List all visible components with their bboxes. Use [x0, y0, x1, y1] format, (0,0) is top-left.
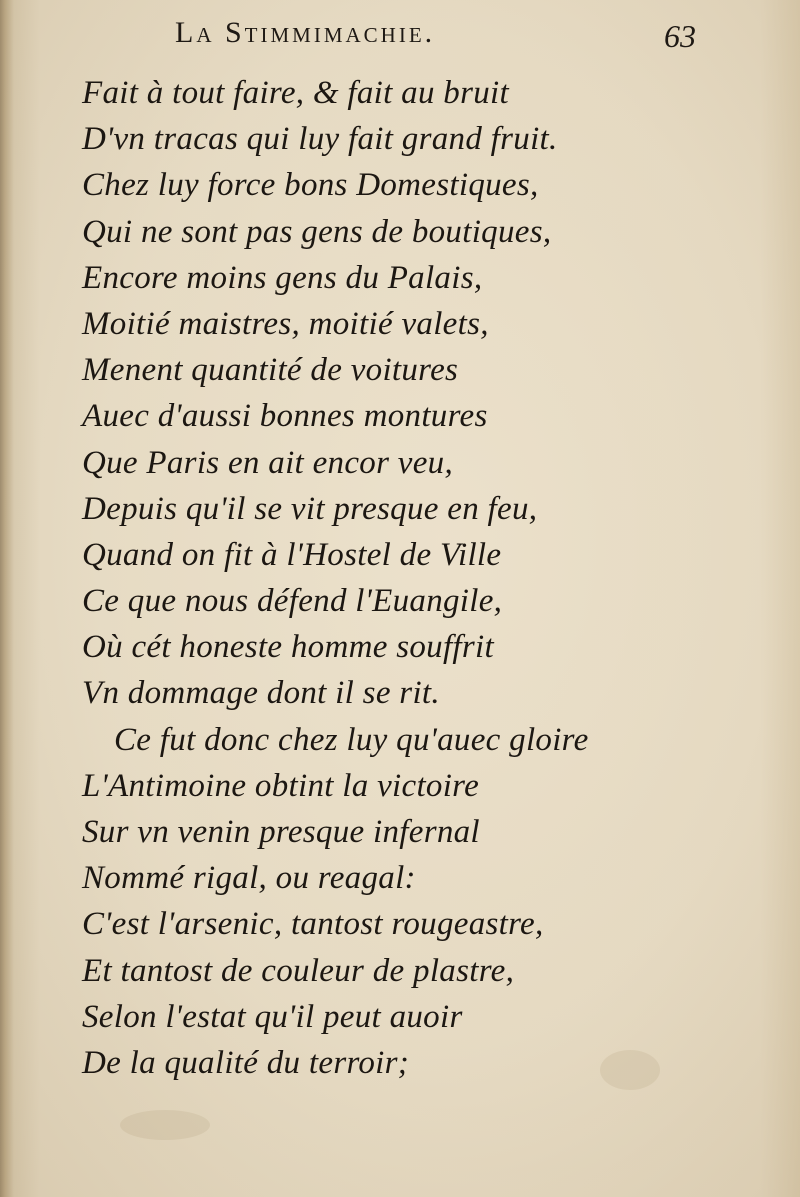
poem-line: Ce que nous défend l'Euangile,	[82, 583, 503, 620]
poem-line: Nommé rigal, ou reagal:	[82, 860, 416, 897]
poem-line: L'Antimoine obtint la victoire	[82, 767, 480, 804]
poem-line: Que Paris en ait encor veu,	[82, 444, 454, 481]
poem-line: Chez luy force bons Domestiques,	[82, 167, 539, 204]
poem-line: Fait à tout faire, & fait au bruit	[82, 75, 509, 111]
running-head: La Stimmimachie.	[175, 16, 436, 49]
poem-line: D'vn tracas qui luy fait grand fruit.	[82, 121, 558, 158]
poem-line: Selon l'estat qu'il peut auoir	[82, 998, 463, 1035]
poem-line: Qui ne sont pas gens de boutiques,	[82, 213, 552, 250]
poem-line: Ce fut donc chez luy qu'auec gloire	[114, 721, 589, 758]
page-number: 63	[664, 18, 696, 54]
poem-line: Quand on fit à l'Hostel de Ville	[82, 536, 502, 573]
poem-line: Encore moins gens du Palais,	[82, 259, 483, 296]
poem-line: Sur vn venin presque infernal	[82, 814, 480, 850]
poem-line: Vn dommage dont il se rit.	[82, 675, 440, 712]
poem-text	[82, 70, 722, 1086]
poem-line: Depuis qu'il se vit presque en feu,	[82, 490, 538, 527]
poem-line: C'est l'arsenic, tantost rougeastre,	[82, 906, 544, 943]
poem-line: Auec d'aussi bonnes montures	[82, 398, 488, 435]
poem-line: Menent quantité de voitures	[82, 352, 459, 389]
poem-line: Où cét honeste homme souffrit	[82, 629, 494, 666]
paper-stain	[120, 1110, 210, 1140]
poem-line: Moitié maistres, moitié valets,	[82, 305, 489, 342]
poem-line: De la qualité du terroir;	[82, 1044, 410, 1081]
poem-line: Et tantost de couleur de plastre,	[82, 952, 515, 989]
